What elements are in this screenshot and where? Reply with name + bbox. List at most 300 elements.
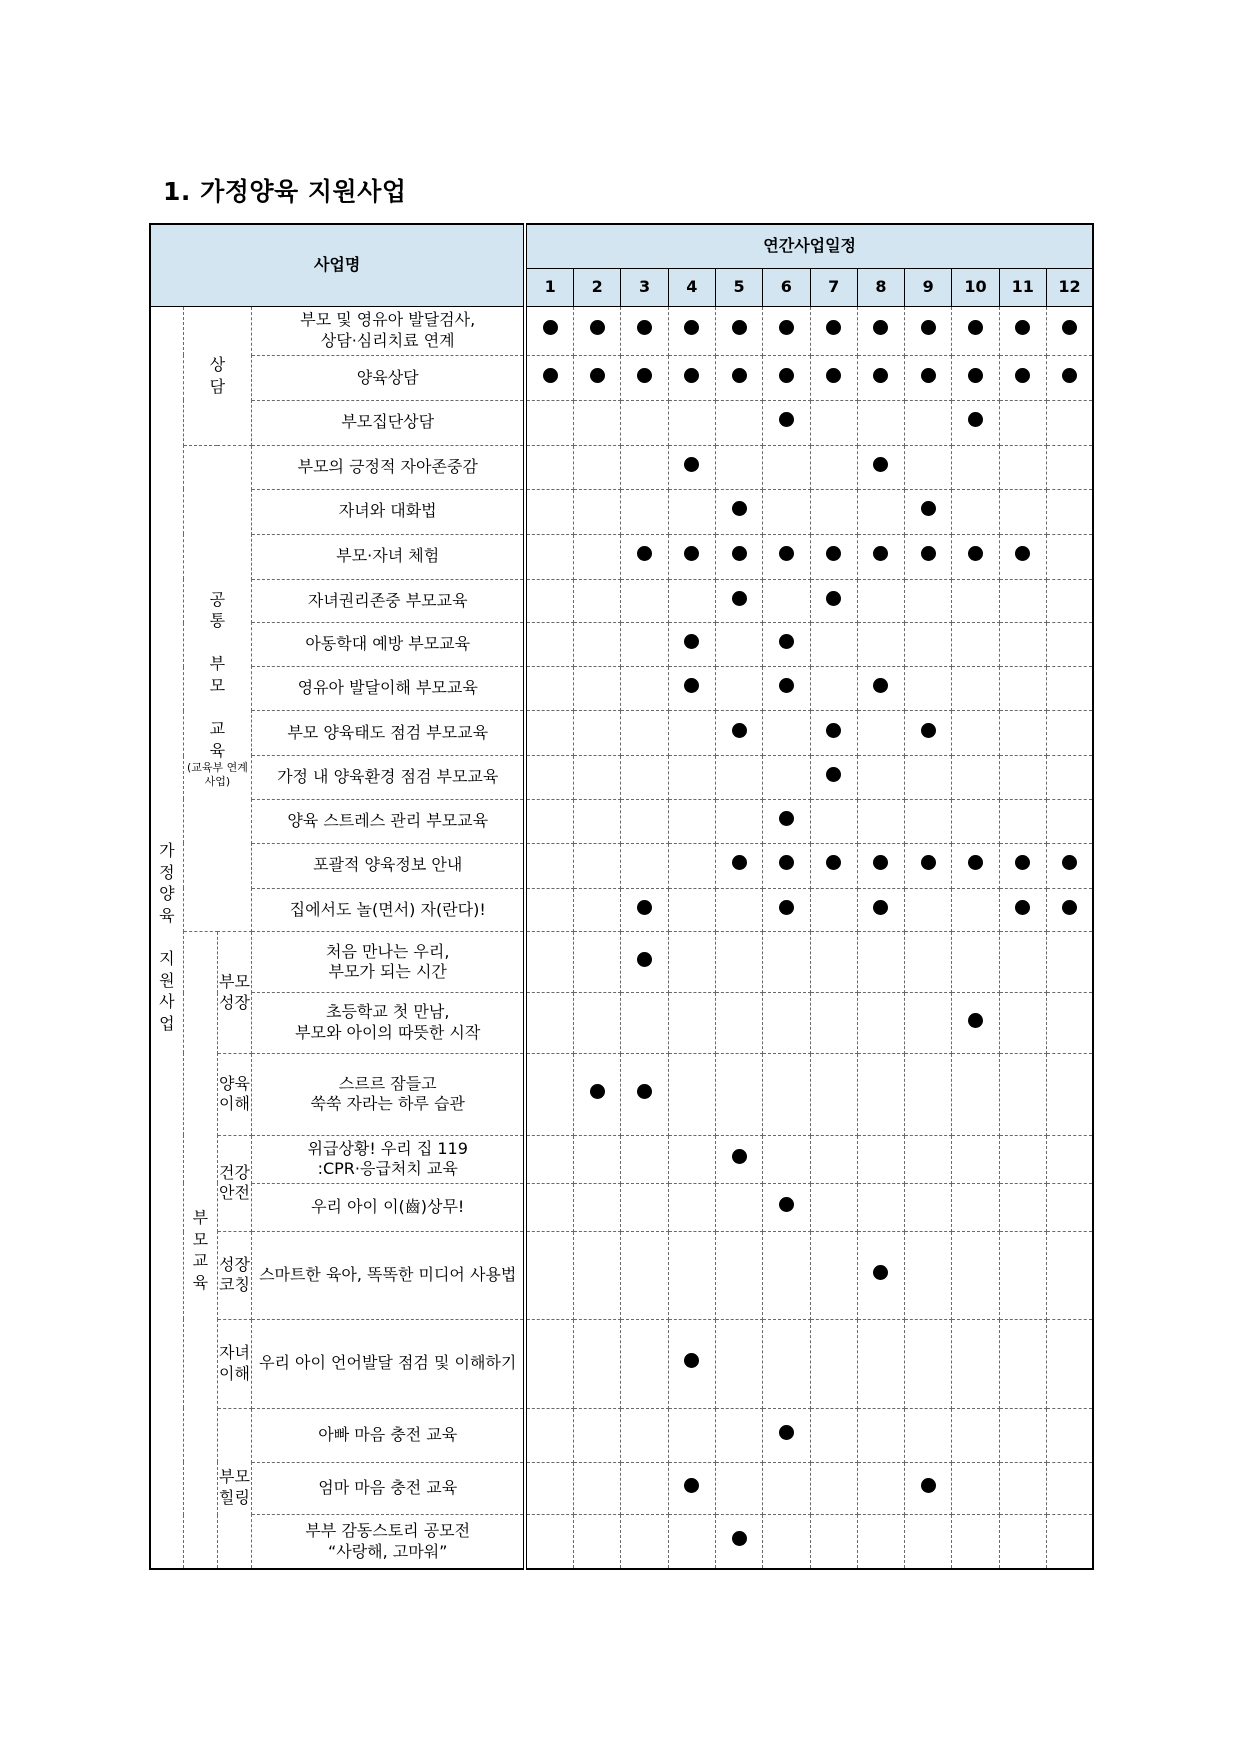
month-cell-4 [668,993,715,1054]
scheduled-dot-icon [732,723,747,738]
scheduled-dot-icon [684,1478,699,1493]
scheduled-dot-icon [826,591,841,606]
scheduled-dot-icon [873,320,888,335]
program-name-line: 부부 감동스토리 공모전 [305,1520,471,1540]
month-cell-12 [1046,534,1093,579]
month-cell-5 [715,1232,762,1320]
program-name [252,711,526,756]
month-cell-6 [763,711,810,756]
scheduled-dot-icon [873,546,888,561]
month-cell-1 [525,799,573,843]
month-cell-3 [621,489,668,534]
month-cell-11 [999,1183,1046,1231]
month-cell-12 [1046,489,1093,534]
month-cell-7 [810,1408,857,1462]
month-cell-9 [905,1408,952,1462]
month-cell-6 [763,1408,810,1462]
month-cell-5 [715,756,762,800]
program-name [252,932,526,993]
month-cell-9 [905,489,952,534]
scheduled-dot-icon [1015,546,1030,561]
subcategory-health-safety: 건강 안전 [217,1135,251,1231]
month-cell-1 [525,932,573,993]
subcategory-parenting-understanding: 양육 이해 [217,1053,251,1135]
month-cell-9 [905,306,952,355]
month-cell-2 [574,623,621,667]
month-cell-3 [621,400,668,445]
month-cell-2 [574,843,621,888]
month-cell-2 [574,756,621,800]
month-cell-2 [574,1183,621,1231]
program-name [252,993,526,1054]
scheduled-dot-icon [1062,855,1077,870]
scheduled-dot-icon [543,320,558,335]
month-cell-10 [952,1515,999,1569]
month-cell-4 [668,667,715,711]
scheduled-dot-icon [921,501,936,516]
month-cell-6 [763,400,810,445]
month-cell-1 [525,843,573,888]
scheduled-dot-icon [732,855,747,870]
month-cell-12 [1046,1515,1093,1569]
month-header-2: 2 [574,268,621,306]
program-name-line: 부모·자녀 체험 [336,546,440,566]
scheduled-dot-icon [779,368,794,383]
month-cell-11 [999,667,1046,711]
page-title: 1. 가정양육 지원사업 [163,177,407,206]
month-cell-11 [999,355,1046,400]
program-name [252,843,526,888]
month-cell-6 [763,1232,810,1320]
program-name-line: 초등학교 첫 만남, [325,1002,450,1022]
month-cell-11 [999,1053,1046,1135]
program-name-line: 가정 내 양육환경 점검 부모교육 [277,767,499,787]
month-cell-5 [715,355,762,400]
month-cell-8 [857,1183,904,1231]
month-cell-6 [763,1462,810,1515]
month-cell-6 [763,306,810,355]
month-header-7: 7 [810,268,857,306]
month-cell-2 [574,1232,621,1320]
program-name [252,799,526,843]
month-cell-1 [525,489,573,534]
program-name-line: 아빠 마음 충전 교육 [318,1424,458,1444]
month-header-4: 4 [668,268,715,306]
month-cell-1 [525,306,573,355]
month-cell-2 [574,534,621,579]
month-cell-8 [857,1408,904,1462]
month-cell-3 [621,445,668,489]
month-cell-7 [810,1053,857,1135]
month-cell-7 [810,932,857,993]
month-cell-2 [574,400,621,445]
program-name [252,1135,526,1183]
month-cell-1 [525,1319,573,1408]
month-cell-3 [621,579,668,623]
month-cell-2 [574,355,621,400]
program-name-line: 엄마 마음 충전 교육 [318,1478,458,1498]
month-cell-11 [999,1515,1046,1569]
scheduled-dot-icon [684,1353,699,1368]
month-cell-9 [905,445,952,489]
program-name-line: 부모의 긍정적 자아존중감 [297,456,478,476]
month-cell-1 [525,445,573,489]
program-name-line: 집에서도 놀(면서) 자(란다)! [289,899,486,919]
month-cell-11 [999,534,1046,579]
month-cell-9 [905,1515,952,1569]
month-cell-5 [715,1515,762,1569]
month-cell-1 [525,1462,573,1515]
month-cell-1 [525,1232,573,1320]
month-cell-10 [952,799,999,843]
program-name-line: 부모집단상담 [341,412,435,432]
month-cell-3 [621,799,668,843]
month-cell-3 [621,1183,668,1231]
month-header-12: 12 [1046,268,1093,306]
scheduled-dot-icon [684,457,699,472]
month-cell-1 [525,1135,573,1183]
program-name-line: 우리 아이 이(齒)상무! [311,1197,465,1217]
month-cell-8 [857,993,904,1054]
month-cell-5 [715,400,762,445]
month-cell-11 [999,445,1046,489]
month-cell-2 [574,1462,621,1515]
month-cell-4 [668,799,715,843]
program-name-line: 영유아 발달이해 부모교육 [297,678,478,698]
scheduled-dot-icon [590,320,605,335]
scheduled-dot-icon [873,368,888,383]
month-cell-7 [810,1319,857,1408]
month-header-8: 8 [857,268,904,306]
scheduled-dot-icon [637,1084,652,1099]
month-cell-10 [952,1319,999,1408]
month-cell-8 [857,843,904,888]
month-cell-7 [810,756,857,800]
scheduled-dot-icon [779,546,794,561]
month-cell-3 [621,756,668,800]
month-cell-6 [763,843,810,888]
scheduled-dot-icon [826,855,841,870]
scheduled-dot-icon [779,900,794,915]
scheduled-dot-icon [590,1084,605,1099]
month-cell-8 [857,888,904,932]
month-cell-10 [952,1053,999,1135]
month-cell-4 [668,489,715,534]
month-cell-3 [621,306,668,355]
month-cell-5 [715,711,762,756]
program-name [252,1462,526,1515]
month-cell-11 [999,579,1046,623]
month-cell-12 [1046,843,1093,888]
month-cell-10 [952,993,999,1054]
month-cell-4 [668,932,715,993]
month-cell-11 [999,799,1046,843]
month-cell-4 [668,400,715,445]
month-cell-1 [525,1515,573,1569]
month-cell-6 [763,756,810,800]
month-cell-8 [857,306,904,355]
month-cell-4 [668,1462,715,1515]
scheduled-dot-icon [921,320,936,335]
scheduled-dot-icon [921,855,936,870]
month-cell-4 [668,1135,715,1183]
month-cell-11 [999,489,1046,534]
month-cell-10 [952,306,999,355]
month-cell-4 [668,711,715,756]
month-cell-5 [715,623,762,667]
month-cell-7 [810,1515,857,1569]
scheduled-dot-icon [826,368,841,383]
month-cell-5 [715,445,762,489]
month-cell-6 [763,799,810,843]
month-cell-10 [952,843,999,888]
month-cell-11 [999,1462,1046,1515]
table-row [150,711,1093,756]
table-row [150,445,1093,489]
month-cell-3 [621,1408,668,1462]
month-cell-3 [621,534,668,579]
month-cell-12 [1046,1319,1093,1408]
category-common-parent-edu: 공 통 부 모 교 육 (교육부 연계사업) [183,445,251,932]
month-cell-2 [574,888,621,932]
table-row [150,623,1093,667]
scheduled-dot-icon [732,1531,747,1546]
month-cell-2 [574,799,621,843]
scheduled-dot-icon [732,501,747,516]
month-cell-9 [905,843,952,888]
scheduled-dot-icon [826,723,841,738]
month-cell-5 [715,1319,762,1408]
month-cell-5 [715,306,762,355]
month-cell-9 [905,888,952,932]
month-cell-9 [905,1053,952,1135]
scheduled-dot-icon [637,368,652,383]
program-name-line: 부모가 되는 시간 [328,962,447,982]
month-cell-12 [1046,993,1093,1054]
month-cell-3 [621,1232,668,1320]
scheduled-dot-icon [1015,900,1030,915]
month-cell-8 [857,579,904,623]
program-name [252,306,526,355]
month-cell-12 [1046,1135,1093,1183]
month-cell-7 [810,1462,857,1515]
table-row [150,799,1093,843]
month-cell-2 [574,711,621,756]
month-cell-4 [668,579,715,623]
month-cell-7 [810,711,857,756]
scheduled-dot-icon [921,1478,936,1493]
program-name-line: :CPR·응급처치 교육 [317,1159,458,1179]
program-name [252,667,526,711]
table-row [150,1135,1093,1183]
month-cell-9 [905,623,952,667]
month-cell-1 [525,1408,573,1462]
month-cell-12 [1046,1053,1093,1135]
month-cell-5 [715,1053,762,1135]
month-cell-6 [763,993,810,1054]
month-cell-9 [905,932,952,993]
scheduled-dot-icon [1015,368,1030,383]
program-name-line: 처음 만나는 우리, [325,941,450,961]
month-cell-11 [999,888,1046,932]
scheduled-dot-icon [1015,320,1030,335]
scheduled-dot-icon [1062,368,1077,383]
month-cell-4 [668,355,715,400]
scheduled-dot-icon [637,320,652,335]
month-cell-10 [952,400,999,445]
scheduled-dot-icon [873,855,888,870]
program-name-line: 부모와 아이의 따뜻한 시작 [295,1023,481,1042]
scheduled-dot-icon [732,591,747,606]
program-name [252,489,526,534]
month-cell-6 [763,489,810,534]
month-cell-6 [763,1135,810,1183]
month-cell-8 [857,799,904,843]
month-cell-7 [810,306,857,355]
scheduled-dot-icon [873,678,888,693]
program-name-line: 우리 아이 언어발달 점검 및 이해하기 [259,1353,517,1373]
month-cell-10 [952,534,999,579]
month-cell-3 [621,1319,668,1408]
program-name [252,1183,526,1231]
subcategory-parent-growth: 부모 성장 [217,932,251,1053]
month-cell-11 [999,1135,1046,1183]
table-row [150,306,1093,355]
month-header-6: 6 [763,268,810,306]
scheduled-dot-icon [826,320,841,335]
month-cell-3 [621,623,668,667]
month-cell-6 [763,579,810,623]
program-name-line: 자녀권리존중 부모교육 [307,590,468,610]
month-cell-6 [763,888,810,932]
program-name [252,534,526,579]
month-cell-2 [574,1408,621,1462]
month-cell-2 [574,667,621,711]
month-cell-1 [525,756,573,800]
month-cell-10 [952,932,999,993]
scheduled-dot-icon [921,368,936,383]
month-cell-11 [999,756,1046,800]
scheduled-dot-icon [1062,900,1077,915]
month-cell-9 [905,756,952,800]
scheduled-dot-icon [779,1425,794,1440]
month-cell-3 [621,1515,668,1569]
month-cell-5 [715,1183,762,1231]
scheduled-dot-icon [590,368,605,383]
month-cell-10 [952,623,999,667]
month-cell-2 [574,1515,621,1569]
month-cell-11 [999,400,1046,445]
scheduled-dot-icon [826,767,841,782]
scheduled-dot-icon [873,900,888,915]
scheduled-dot-icon [873,1265,888,1280]
scheduled-dot-icon [968,368,983,383]
month-cell-1 [525,888,573,932]
program-name [252,1232,526,1320]
month-cell-5 [715,534,762,579]
month-cell-8 [857,400,904,445]
month-cell-10 [952,711,999,756]
table-row [150,667,1093,711]
month-cell-5 [715,799,762,843]
month-cell-8 [857,1319,904,1408]
scheduled-dot-icon [779,412,794,427]
scheduled-dot-icon [732,320,747,335]
month-cell-9 [905,579,952,623]
month-cell-1 [525,711,573,756]
month-cell-10 [952,1232,999,1320]
month-cell-9 [905,993,952,1054]
scheduled-dot-icon [921,546,936,561]
month-cell-1 [525,579,573,623]
month-cell-8 [857,1053,904,1135]
month-cell-4 [668,623,715,667]
table-row [150,1053,1093,1135]
month-cell-9 [905,400,952,445]
month-cell-4 [668,1515,715,1569]
table-row [150,993,1093,1054]
month-cell-10 [952,579,999,623]
month-cell-3 [621,1053,668,1135]
month-cell-3 [621,1135,668,1183]
month-cell-11 [999,711,1046,756]
month-cell-2 [574,1319,621,1408]
scheduled-dot-icon [968,412,983,427]
month-cell-11 [999,932,1046,993]
table-row [150,932,1093,993]
program-name [252,1408,526,1462]
month-cell-4 [668,306,715,355]
table-row [150,843,1093,888]
month-cell-4 [668,1408,715,1462]
scheduled-dot-icon [684,320,699,335]
month-cell-9 [905,534,952,579]
scheduled-dot-icon [873,457,888,472]
month-cell-8 [857,1462,904,1515]
month-cell-10 [952,888,999,932]
month-cell-8 [857,355,904,400]
month-cell-5 [715,888,762,932]
scheduled-dot-icon [637,546,652,561]
month-cell-9 [905,355,952,400]
month-cell-8 [857,667,904,711]
month-cell-7 [810,623,857,667]
month-cell-5 [715,993,762,1054]
program-name [252,623,526,667]
month-cell-3 [621,888,668,932]
month-cell-11 [999,623,1046,667]
scheduled-dot-icon [968,855,983,870]
month-cell-12 [1046,756,1093,800]
month-cell-6 [763,623,810,667]
program-name [252,445,526,489]
month-cell-5 [715,843,762,888]
month-cell-11 [999,1232,1046,1320]
month-cell-12 [1046,667,1093,711]
table-row [150,579,1093,623]
month-cell-12 [1046,711,1093,756]
program-name [252,756,526,800]
month-cell-4 [668,1053,715,1135]
month-cell-8 [857,1515,904,1569]
month-cell-8 [857,445,904,489]
month-cell-2 [574,489,621,534]
month-cell-12 [1046,1462,1093,1515]
month-cell-2 [574,1135,621,1183]
month-cell-4 [668,1319,715,1408]
month-cell-11 [999,1408,1046,1462]
scheduled-dot-icon [684,678,699,693]
